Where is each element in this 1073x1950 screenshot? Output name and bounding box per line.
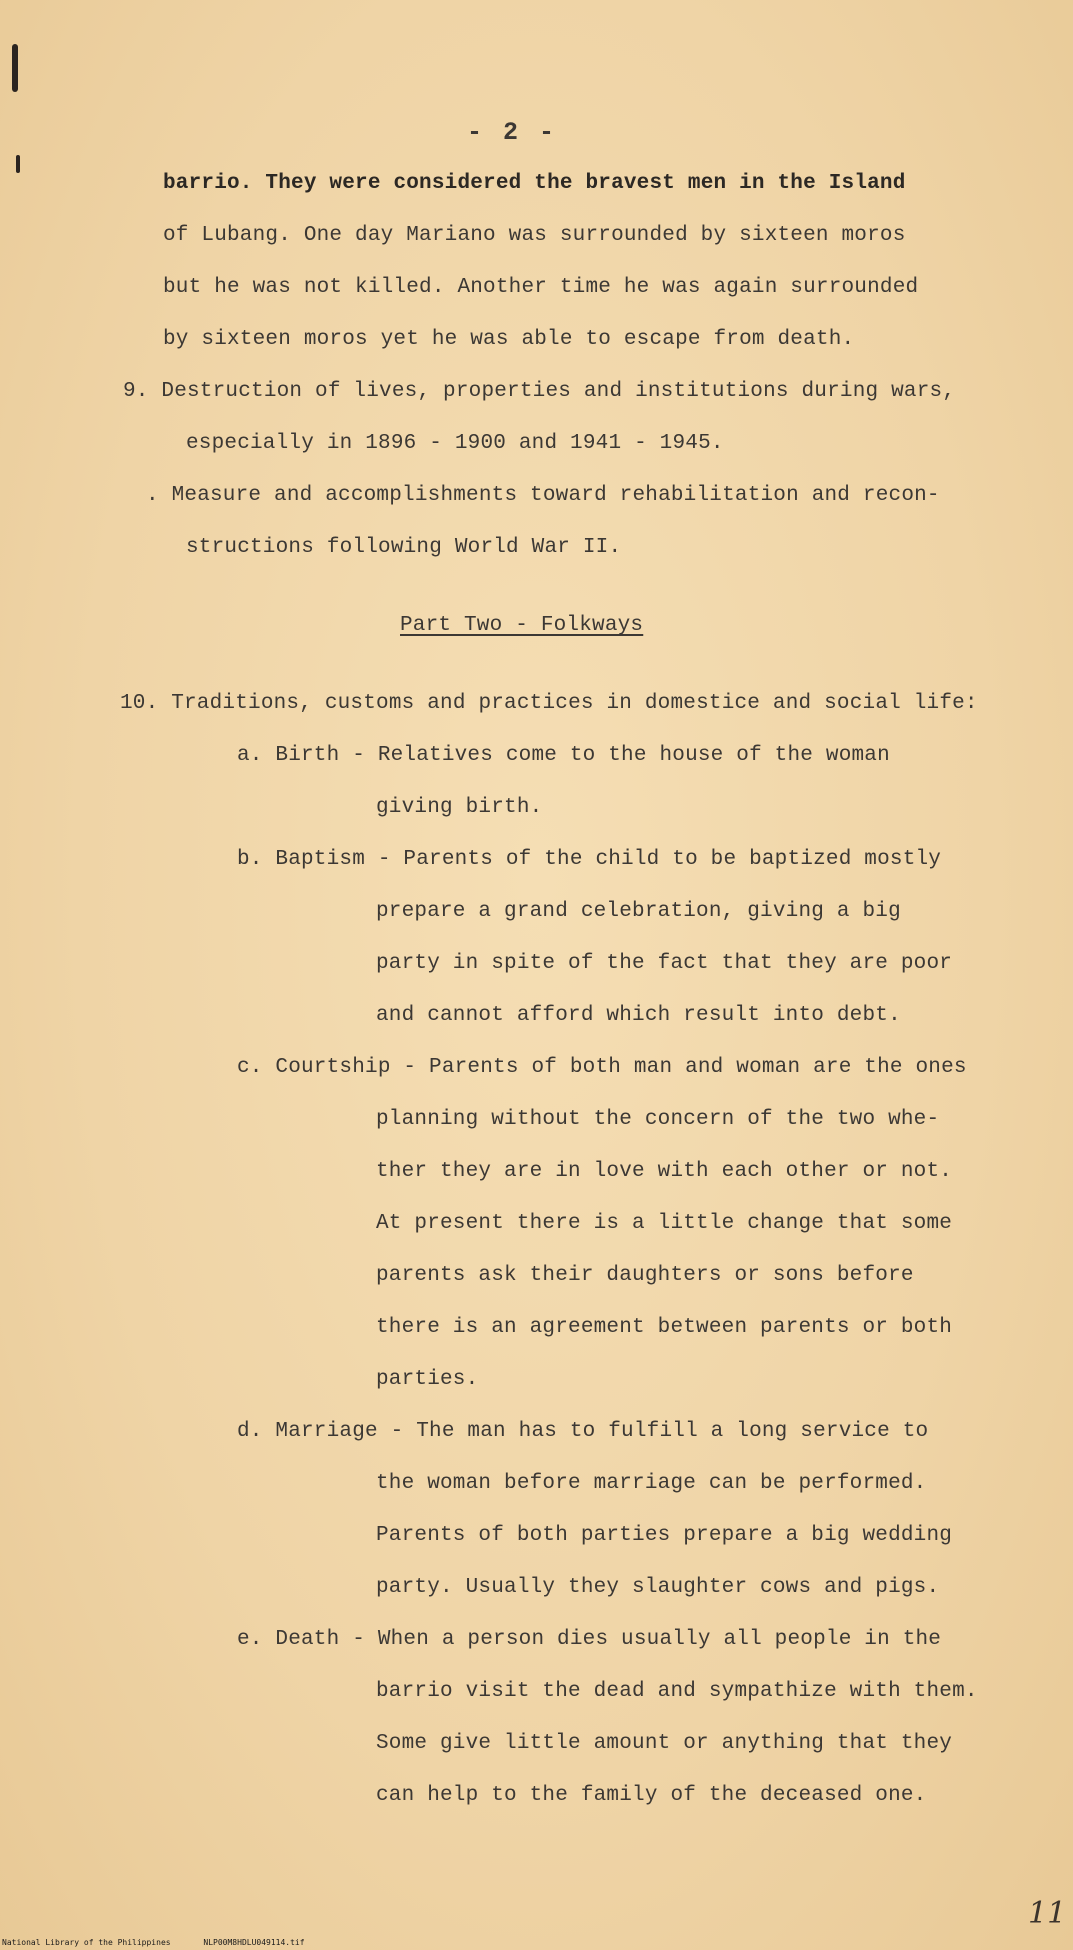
- subitem-courtship: c. Courtship - Parents of both man and woman are the ones: [237, 1056, 967, 1079]
- text-line: planning without the concern of the two whe-: [376, 1108, 940, 1131]
- item-measure: . Measure and accomplishments toward rehabilitation and recon-: [146, 484, 940, 507]
- text-line: of Lubang. One day Mariano was surrounded by sixteen moros: [163, 224, 906, 247]
- text-line: the woman before marriage can be performed.: [376, 1472, 927, 1495]
- text-line: party in spite of the fact that they are poor: [376, 952, 953, 975]
- text-line: Parents of both parties prepare a big wedding: [376, 1524, 953, 1547]
- page-number: - 2 -: [467, 118, 558, 147]
- footer-library: National Library of the Philippines: [2, 1938, 171, 1947]
- text-line: parties.: [376, 1368, 479, 1391]
- text-line: barrio visit the dead and sympathize with them.: [376, 1680, 978, 1703]
- text-line: structions following World War II.: [186, 536, 622, 559]
- subitem-baptism: b. Baptism - Parents of the child to be baptized mostly: [237, 848, 942, 871]
- text-line: there is an agreement between parents or both: [376, 1316, 953, 1339]
- subitem-birth: a. Birth - Relatives come to the house of the woman: [237, 744, 890, 767]
- text-line: [163, 172, 906, 195]
- text-line: can help to the family of the deceased one.: [376, 1784, 927, 1807]
- subitem-marriage: d. Marriage - The man has to fulfill a long service to: [237, 1420, 929, 1443]
- item-10: 10. Traditions, customs and practices in domestice and social life:: [120, 692, 978, 715]
- text-bold: They were considered the bravest men in the Island: [252, 172, 906, 195]
- text-line: party. Usually they slaughter cows and pigs.: [376, 1576, 940, 1599]
- text-line: by sixteen moros yet he was able to escape from death.: [163, 328, 855, 351]
- text-bold: barrio.: [163, 172, 253, 195]
- footer: [2, 1938, 333, 1947]
- subitem-death: e. Death - When a person dies usually all people in the: [237, 1628, 942, 1651]
- text-line: prepare a grand celebration, giving a big: [376, 900, 901, 923]
- binding-mark-top: [12, 44, 18, 92]
- text-line: and cannot afford which result into debt.: [376, 1004, 901, 1027]
- item-9: 9. Destruction of lives, properties and institutions during wars,: [123, 380, 956, 403]
- text-line: At present there is a little change that some: [376, 1212, 953, 1235]
- footer-file: NLP00M8HDLU049114.tif: [203, 1938, 305, 1947]
- text-line: ther they are in love with each other or not.: [376, 1160, 953, 1183]
- text-line: Some give little amount or anything that they: [376, 1732, 953, 1755]
- binding-mark-bottom: [16, 155, 20, 173]
- text-line: parents ask their daughters or sons before: [376, 1264, 914, 1287]
- handwritten-page-mark: 11: [1028, 1896, 1067, 1931]
- text-line: giving birth.: [376, 796, 543, 819]
- text-line: especially in 1896 - 1900 and 1941 - 1945.: [186, 432, 724, 455]
- section-heading: Part Two - Folkways: [400, 614, 644, 637]
- text-line: but he was not killed. Another time he was again surrounded: [163, 276, 919, 299]
